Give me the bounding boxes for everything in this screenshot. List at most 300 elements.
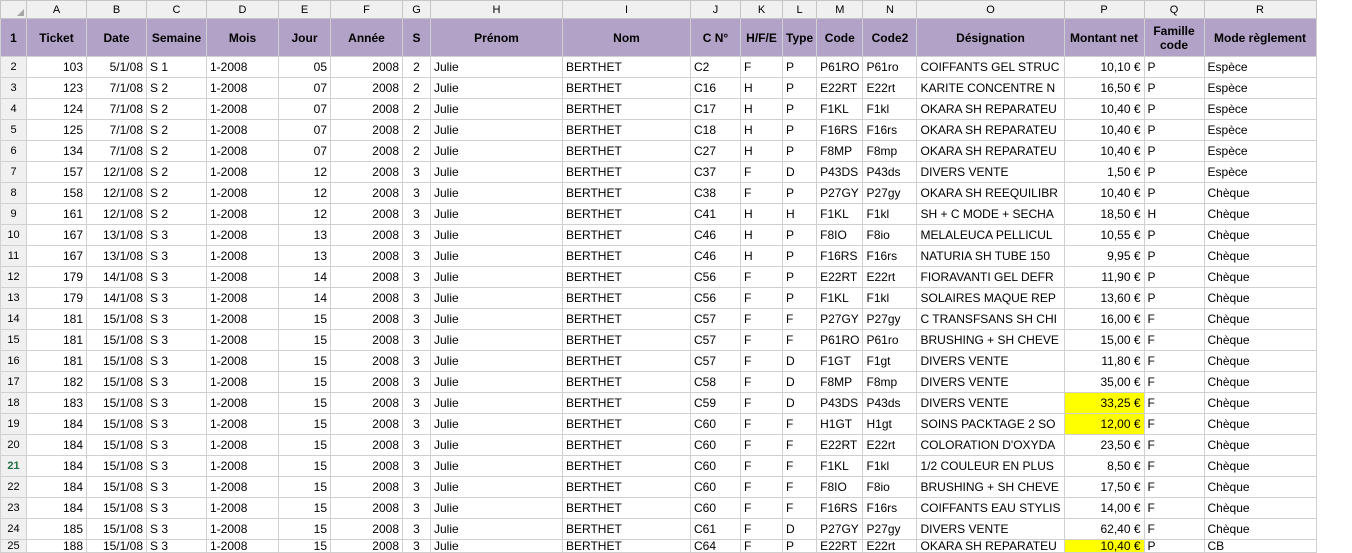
cell[interactable]: F xyxy=(1144,456,1204,477)
cell[interactable]: Chèque xyxy=(1204,351,1316,372)
cell[interactable]: 2008 xyxy=(331,225,403,246)
cell[interactable]: C46 xyxy=(691,246,741,267)
cell[interactable]: Chèque xyxy=(1204,288,1316,309)
cell[interactable]: F xyxy=(741,414,783,435)
cell[interactable]: Julie xyxy=(431,99,563,120)
column-header-c[interactable]: C xyxy=(147,1,207,19)
cell[interactable]: P xyxy=(1144,267,1204,288)
cell[interactable]: BRUSHING + SH CHEVE xyxy=(917,477,1064,498)
cell[interactable]: BERTHET xyxy=(563,99,691,120)
cell[interactable]: S 3 xyxy=(147,372,207,393)
column-header-n[interactable]: N xyxy=(863,1,917,19)
cell[interactable]: 2 xyxy=(403,120,431,141)
cell[interactable]: S 3 xyxy=(147,330,207,351)
cell[interactable]: 1-2008 xyxy=(207,183,279,204)
cell[interactable]: F1GT xyxy=(817,351,863,372)
cell[interactable]: BERTHET xyxy=(563,351,691,372)
cell[interactable]: F xyxy=(783,330,817,351)
cell[interactable]: C56 xyxy=(691,288,741,309)
cell[interactable]: 1,50 € xyxy=(1064,162,1144,183)
cell[interactable]: 07 xyxy=(279,78,331,99)
cell[interactable]: 2 xyxy=(403,57,431,78)
column-header-g[interactable]: G xyxy=(403,1,431,19)
header-cell[interactable]: Code xyxy=(817,19,863,57)
cell[interactable]: F8mp xyxy=(863,141,917,162)
cell[interactable]: F xyxy=(741,288,783,309)
cell[interactable]: 15 xyxy=(279,393,331,414)
table-row[interactable] xyxy=(1,351,1317,372)
cell[interactable]: S 3 xyxy=(147,414,207,435)
cell[interactable]: 7/1/08 xyxy=(87,120,147,141)
cell[interactable]: BERTHET xyxy=(563,246,691,267)
cell[interactable]: S 3 xyxy=(147,456,207,477)
cell[interactable]: BERTHET xyxy=(563,309,691,330)
row-header-15[interactable]: 15 xyxy=(1,330,27,351)
cell[interactable]: 184 xyxy=(27,498,87,519)
cell[interactable]: 15/1/08 xyxy=(87,351,147,372)
row-header-17[interactable]: 17 xyxy=(1,372,27,393)
cell[interactable]: 1-2008 xyxy=(207,540,279,553)
cell[interactable]: Julie xyxy=(431,141,563,162)
cell[interactable]: Julie xyxy=(431,414,563,435)
cell[interactable]: CB xyxy=(1204,540,1316,553)
row-header-22[interactable]: 22 xyxy=(1,477,27,498)
cell[interactable]: 10,40 € xyxy=(1064,120,1144,141)
header-cell[interactable]: H/F/E xyxy=(741,19,783,57)
cell[interactable]: Chèque xyxy=(1204,204,1316,225)
cell[interactable]: 181 xyxy=(27,309,87,330)
column-header-e[interactable]: E xyxy=(279,1,331,19)
cell[interactable]: 12/1/08 xyxy=(87,162,147,183)
cell[interactable]: S 2 xyxy=(147,183,207,204)
cell[interactable]: 35,00 € xyxy=(1064,372,1144,393)
table-row[interactable] xyxy=(1,99,1317,120)
cell[interactable]: Julie xyxy=(431,267,563,288)
cell[interactable]: 1-2008 xyxy=(207,141,279,162)
cell[interactable]: 183 xyxy=(27,393,87,414)
column-header-i[interactable]: I xyxy=(563,1,691,19)
cell[interactable]: D xyxy=(783,372,817,393)
header-cell[interactable]: Prénom xyxy=(431,19,563,57)
cell[interactable]: S 2 xyxy=(147,141,207,162)
header-cell[interactable]: Type xyxy=(783,19,817,57)
row-header-24[interactable]: 24 xyxy=(1,519,27,540)
cell[interactable]: 18,50 € xyxy=(1064,204,1144,225)
cell[interactable]: 167 xyxy=(27,246,87,267)
cell[interactable]: 5/1/08 xyxy=(87,57,147,78)
cell[interactable]: 2008 xyxy=(331,477,403,498)
cell[interactable]: BERTHET xyxy=(563,267,691,288)
cell[interactable]: Espèce xyxy=(1204,120,1316,141)
cell[interactable]: Espèce xyxy=(1204,141,1316,162)
cell[interactable]: F8IO xyxy=(817,477,863,498)
cell[interactable]: 07 xyxy=(279,120,331,141)
cell[interactable]: Julie xyxy=(431,519,563,540)
cell[interactable]: 2008 xyxy=(331,372,403,393)
cell[interactable]: Chèque xyxy=(1204,330,1316,351)
cell[interactable]: 11,80 € xyxy=(1064,351,1144,372)
cell[interactable]: BERTHET xyxy=(563,477,691,498)
cell[interactable]: F xyxy=(741,267,783,288)
cell[interactable]: F8MP xyxy=(817,141,863,162)
cell[interactable]: 9,95 € xyxy=(1064,246,1144,267)
cell[interactable]: H xyxy=(741,204,783,225)
cell[interactable]: 2008 xyxy=(331,540,403,553)
cell[interactable]: 134 xyxy=(27,141,87,162)
cell[interactable]: P27gy xyxy=(863,183,917,204)
cell[interactable]: 12,00 € xyxy=(1064,414,1144,435)
table-row[interactable] xyxy=(1,162,1317,183)
cell[interactable]: 3 xyxy=(403,477,431,498)
cell[interactable]: 10,40 € xyxy=(1064,540,1144,553)
cell[interactable]: C TRANSFSANS SH CHI xyxy=(917,309,1064,330)
table-row[interactable] xyxy=(1,372,1317,393)
cell[interactable]: F xyxy=(1144,498,1204,519)
cell[interactable]: F8io xyxy=(863,225,917,246)
cell[interactable]: P xyxy=(1144,78,1204,99)
cell[interactable]: F1KL xyxy=(817,288,863,309)
cell[interactable]: 2008 xyxy=(331,141,403,162)
cell[interactable]: 15 xyxy=(279,414,331,435)
cell[interactable]: P xyxy=(783,120,817,141)
cell[interactable]: Julie xyxy=(431,225,563,246)
cell[interactable]: F16RS xyxy=(817,246,863,267)
cell[interactable]: Julie xyxy=(431,57,563,78)
cell[interactable]: 2008 xyxy=(331,162,403,183)
cell[interactable]: 15/1/08 xyxy=(87,456,147,477)
cell[interactable]: BERTHET xyxy=(563,120,691,141)
cell[interactable]: H xyxy=(741,99,783,120)
header-cell[interactable]: Montant net xyxy=(1064,19,1144,57)
cell[interactable]: 181 xyxy=(27,330,87,351)
cell[interactable]: 2 xyxy=(403,78,431,99)
cell[interactable]: P xyxy=(783,540,817,553)
cell[interactable]: P27GY xyxy=(817,309,863,330)
cell[interactable]: FIORAVANTI GEL DEFR xyxy=(917,267,1064,288)
cell[interactable]: D xyxy=(783,162,817,183)
cell[interactable]: 3 xyxy=(403,162,431,183)
cell[interactable]: E22rt xyxy=(863,78,917,99)
cell[interactable]: SOINS PACKTAGE 2 SO xyxy=(917,414,1064,435)
cell[interactable]: 12 xyxy=(279,162,331,183)
cell[interactable]: 125 xyxy=(27,120,87,141)
cell[interactable]: 181 xyxy=(27,351,87,372)
cell[interactable]: COLORATION D'OXYDA xyxy=(917,435,1064,456)
cell[interactable]: 3 xyxy=(403,435,431,456)
row-header-2[interactable]: 2 xyxy=(1,57,27,78)
cell[interactable]: F16RS xyxy=(817,498,863,519)
cell[interactable]: 2008 xyxy=(331,246,403,267)
cell[interactable]: 1-2008 xyxy=(207,204,279,225)
cell[interactable]: Chèque xyxy=(1204,393,1316,414)
cell[interactable]: 1-2008 xyxy=(207,99,279,120)
cell[interactable]: P43DS xyxy=(817,162,863,183)
cell[interactable]: 179 xyxy=(27,267,87,288)
table-row[interactable] xyxy=(1,519,1317,540)
cell[interactable]: 3 xyxy=(403,540,431,553)
cell[interactable]: 05 xyxy=(279,57,331,78)
cell[interactable]: BERTHET xyxy=(563,78,691,99)
header-cell[interactable]: Année xyxy=(331,19,403,57)
cell[interactable]: 1-2008 xyxy=(207,246,279,267)
cell[interactable]: F xyxy=(741,519,783,540)
cell[interactable]: BERTHET xyxy=(563,519,691,540)
cell[interactable]: C64 xyxy=(691,540,741,553)
cell[interactable]: 7/1/08 xyxy=(87,99,147,120)
cell[interactable]: F16rs xyxy=(863,498,917,519)
cell[interactable]: 15 xyxy=(279,330,331,351)
cell[interactable]: 16,00 € xyxy=(1064,309,1144,330)
cell[interactable]: DIVERS VENTE xyxy=(917,519,1064,540)
cell[interactable]: 10,55 € xyxy=(1064,225,1144,246)
cell[interactable]: S 3 xyxy=(147,351,207,372)
cell[interactable]: F xyxy=(783,414,817,435)
cell[interactable]: 12/1/08 xyxy=(87,183,147,204)
column-header-f[interactable]: F xyxy=(331,1,403,19)
row-header-20[interactable]: 20 xyxy=(1,435,27,456)
cell[interactable]: F xyxy=(741,183,783,204)
cell[interactable]: P27gy xyxy=(863,519,917,540)
cell[interactable]: 15/1/08 xyxy=(87,330,147,351)
select-all-corner[interactable] xyxy=(1,1,27,19)
row-header-8[interactable]: 8 xyxy=(1,183,27,204)
cell[interactable]: P43ds xyxy=(863,393,917,414)
row-header-13[interactable]: 13 xyxy=(1,288,27,309)
cell[interactable]: Espèce xyxy=(1204,78,1316,99)
cell[interactable]: 3 xyxy=(403,456,431,477)
cell[interactable]: OKARA SH REEQUILIBR xyxy=(917,183,1064,204)
cell[interactable]: F xyxy=(783,309,817,330)
cell[interactable]: 3 xyxy=(403,372,431,393)
cell[interactable]: D xyxy=(783,393,817,414)
cell[interactable]: S 3 xyxy=(147,288,207,309)
cell[interactable]: BERTHET xyxy=(563,141,691,162)
cell[interactable]: S 3 xyxy=(147,519,207,540)
cell[interactable]: OKARA SH REPARATEU xyxy=(917,540,1064,553)
cell[interactable]: F xyxy=(1144,351,1204,372)
row-header-7[interactable]: 7 xyxy=(1,162,27,183)
cell[interactable]: E22RT xyxy=(817,267,863,288)
cell[interactable]: 15 xyxy=(279,351,331,372)
cell[interactable]: 3 xyxy=(403,519,431,540)
cell[interactable]: Julie xyxy=(431,351,563,372)
cell[interactable]: 07 xyxy=(279,99,331,120)
cell[interactable]: C16 xyxy=(691,78,741,99)
cell[interactable]: E22RT xyxy=(817,435,863,456)
cell[interactable]: 16,50 € xyxy=(1064,78,1144,99)
cell[interactable]: 2008 xyxy=(331,435,403,456)
cell[interactable]: 1-2008 xyxy=(207,393,279,414)
cell[interactable]: P xyxy=(1144,141,1204,162)
header-cell[interactable]: Famille code xyxy=(1144,19,1204,57)
cell[interactable]: 167 xyxy=(27,225,87,246)
cell[interactable]: C57 xyxy=(691,330,741,351)
cell[interactable]: 2 xyxy=(403,141,431,162)
cell[interactable]: 11,90 € xyxy=(1064,267,1144,288)
cell[interactable]: 184 xyxy=(27,414,87,435)
cell[interactable]: Julie xyxy=(431,204,563,225)
cell[interactable]: Espèce xyxy=(1204,162,1316,183)
cell[interactable]: 184 xyxy=(27,435,87,456)
column-header-p[interactable]: P xyxy=(1064,1,1144,19)
cell[interactable]: 2008 xyxy=(331,456,403,477)
cell[interactable]: E22RT xyxy=(817,78,863,99)
cell[interactable]: 15/1/08 xyxy=(87,414,147,435)
cell[interactable]: BERTHET xyxy=(563,288,691,309)
cell[interactable]: 1-2008 xyxy=(207,120,279,141)
cell[interactable]: 7/1/08 xyxy=(87,78,147,99)
cell[interactable]: F1KL xyxy=(817,99,863,120)
cell[interactable]: P61ro xyxy=(863,330,917,351)
cell[interactable]: 2008 xyxy=(331,288,403,309)
cell[interactable]: BERTHET xyxy=(563,456,691,477)
cell[interactable]: 15 xyxy=(279,540,331,553)
row-header-4[interactable]: 4 xyxy=(1,99,27,120)
cell[interactable]: C17 xyxy=(691,99,741,120)
cell[interactable]: 2008 xyxy=(331,57,403,78)
cell[interactable]: 14/1/08 xyxy=(87,288,147,309)
cell[interactable]: 15/1/08 xyxy=(87,477,147,498)
cell[interactable]: Julie xyxy=(431,498,563,519)
cell[interactable]: S 3 xyxy=(147,477,207,498)
cell[interactable]: 3 xyxy=(403,204,431,225)
cell[interactable]: 2008 xyxy=(331,309,403,330)
cell[interactable]: BERTHET xyxy=(563,225,691,246)
cell[interactable]: F1kl xyxy=(863,99,917,120)
cell[interactable]: S 3 xyxy=(147,393,207,414)
cell[interactable]: 12/1/08 xyxy=(87,204,147,225)
cell[interactable]: P xyxy=(1144,99,1204,120)
cell[interactable]: F xyxy=(741,351,783,372)
cell[interactable]: 1-2008 xyxy=(207,309,279,330)
cell[interactable]: F16rs xyxy=(863,120,917,141)
cell[interactable]: BRUSHING + SH CHEVE xyxy=(917,330,1064,351)
cell[interactable]: 10,40 € xyxy=(1064,183,1144,204)
cell[interactable]: 10,10 € xyxy=(1064,57,1144,78)
cell[interactable]: 3 xyxy=(403,246,431,267)
row-header-9[interactable]: 9 xyxy=(1,204,27,225)
cell[interactable]: 2 xyxy=(403,99,431,120)
cell[interactable]: 12 xyxy=(279,204,331,225)
cell[interactable]: 14/1/08 xyxy=(87,267,147,288)
cell[interactable]: Julie xyxy=(431,309,563,330)
cell[interactable]: BERTHET xyxy=(563,204,691,225)
cell[interactable]: 3 xyxy=(403,498,431,519)
cell[interactable]: 1-2008 xyxy=(207,57,279,78)
cell[interactable]: F xyxy=(741,498,783,519)
cell[interactable]: Chèque xyxy=(1204,456,1316,477)
cell[interactable]: F xyxy=(1144,435,1204,456)
cell[interactable]: F xyxy=(741,372,783,393)
row-header-23[interactable]: 23 xyxy=(1,498,27,519)
cell[interactable]: P61ro xyxy=(863,57,917,78)
cell[interactable]: Julie xyxy=(431,456,563,477)
table-row[interactable] xyxy=(1,456,1317,477)
table-row[interactable] xyxy=(1,477,1317,498)
cell[interactable]: BERTHET xyxy=(563,372,691,393)
cell[interactable]: Julie xyxy=(431,78,563,99)
cell[interactable]: BERTHET xyxy=(563,435,691,456)
cell[interactable]: 103 xyxy=(27,57,87,78)
row-header-5[interactable]: 5 xyxy=(1,120,27,141)
cell[interactable]: P27GY xyxy=(817,183,863,204)
table-row[interactable] xyxy=(1,183,1317,204)
cell[interactable]: 1-2008 xyxy=(207,225,279,246)
cell[interactable]: 157 xyxy=(27,162,87,183)
cell[interactable]: F1kl xyxy=(863,288,917,309)
cell[interactable]: 1-2008 xyxy=(207,288,279,309)
table-row[interactable] xyxy=(1,204,1317,225)
cell[interactable]: BERTHET xyxy=(563,540,691,553)
cell[interactable]: P xyxy=(1144,183,1204,204)
cell[interactable]: F xyxy=(783,498,817,519)
cell[interactable]: Chèque xyxy=(1204,519,1316,540)
cell[interactable]: 13/1/08 xyxy=(87,246,147,267)
column-header-l[interactable]: L xyxy=(783,1,817,19)
cell[interactable]: C60 xyxy=(691,435,741,456)
cell[interactable]: MELALEUCA PELLICUL xyxy=(917,225,1064,246)
cell[interactable]: 123 xyxy=(27,78,87,99)
cell[interactable]: COIFFANTS EAU STYLIS xyxy=(917,498,1064,519)
cell[interactable]: KARITE CONCENTRE N xyxy=(917,78,1064,99)
cell[interactable]: E22RT xyxy=(817,540,863,553)
cell[interactable]: 2008 xyxy=(331,330,403,351)
cell[interactable]: 3 xyxy=(403,309,431,330)
cell[interactable]: 184 xyxy=(27,477,87,498)
cell[interactable]: P xyxy=(783,183,817,204)
row-header-16[interactable]: 16 xyxy=(1,351,27,372)
cell[interactable]: P43ds xyxy=(863,162,917,183)
table-row[interactable] xyxy=(1,141,1317,162)
cell[interactable]: 184 xyxy=(27,456,87,477)
cell[interactable]: F8mp xyxy=(863,372,917,393)
cell[interactable]: COIFFANTS GEL STRUC xyxy=(917,57,1064,78)
cell[interactable]: 23,50 € xyxy=(1064,435,1144,456)
cell[interactable]: 2008 xyxy=(331,78,403,99)
cell[interactable]: F1KL xyxy=(817,204,863,225)
cell[interactable]: 15 xyxy=(279,309,331,330)
cell[interactable]: P27gy xyxy=(863,309,917,330)
cell[interactable]: C27 xyxy=(691,141,741,162)
cell[interactable]: 3 xyxy=(403,351,431,372)
cell[interactable]: F xyxy=(1144,393,1204,414)
cell[interactable]: 2008 xyxy=(331,519,403,540)
cell[interactable]: C60 xyxy=(691,477,741,498)
table-row[interactable] xyxy=(1,435,1317,456)
cell[interactable]: F16rs xyxy=(863,246,917,267)
cell[interactable]: P xyxy=(783,78,817,99)
cell[interactable]: Chèque xyxy=(1204,477,1316,498)
cell[interactable]: C57 xyxy=(691,351,741,372)
cell[interactable]: 10,40 € xyxy=(1064,99,1144,120)
cell[interactable]: 1-2008 xyxy=(207,330,279,351)
cell[interactable]: F1gt xyxy=(863,351,917,372)
cell[interactable]: BERTHET xyxy=(563,330,691,351)
cell[interactable]: C18 xyxy=(691,120,741,141)
row-header-12[interactable]: 12 xyxy=(1,267,27,288)
cell[interactable]: 2008 xyxy=(331,99,403,120)
cell[interactable]: C61 xyxy=(691,519,741,540)
cell[interactable]: OKARA SH REPARATEU xyxy=(917,120,1064,141)
cell[interactable]: C38 xyxy=(691,183,741,204)
cell[interactable]: S 3 xyxy=(147,246,207,267)
column-header-b[interactable]: B xyxy=(87,1,147,19)
cell[interactable]: BERTHET xyxy=(563,414,691,435)
header-cell[interactable]: S xyxy=(403,19,431,57)
cell[interactable]: Julie xyxy=(431,120,563,141)
cell[interactable]: H1GT xyxy=(817,414,863,435)
cell[interactable]: BERTHET xyxy=(563,393,691,414)
